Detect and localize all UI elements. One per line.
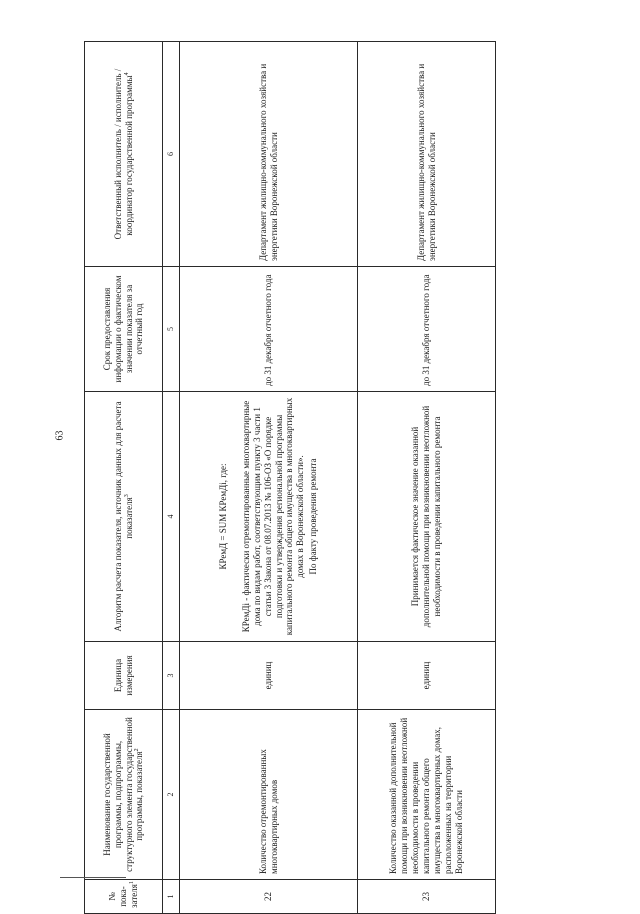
header-responsible: Ответственный исполнитель / исполнитель / координатор государственной программы$^4$ [85,42,163,267]
responsible-executor: Департамент жилищно-коммунального хозяйства и энергетики Воронежской области [358,42,496,267]
header-algorithm: Алгоритм расчета показателя, источник данных для расчета показателя$^3$ [85,392,163,642]
indicator-name: Количество оказанной дополнительной помощи при возникновении неотложной необходимости в проведении капитального ремонта общего имущества в многоквартирных домах, расположенных на территории Воронежской области [358,710,496,880]
header-unit: Единица измерения [85,642,163,710]
column-number: 1 [163,880,180,914]
table-row [358,42,496,914]
unit-of-measure: единиц [180,642,358,710]
column-number: 5 [163,267,180,392]
calculation-algorithm [358,392,496,642]
indicator-table [84,41,496,914]
rotated-table-container [84,42,496,914]
footnote-separator-line [60,877,126,878]
column-number: 2 [163,710,180,880]
column-number: 6 [163,42,180,267]
header-deadline: Срок предоставления информации о фактическом значении показателя за отчетный год [85,267,163,392]
column-number: 3 [163,642,180,710]
header-num: № пока-зателя$^1$ [85,880,163,914]
algorithm-formula: КРемД = SUM КРемДi, где: [217,463,228,570]
column-number: 4 [163,392,180,642]
unit-of-measure: единиц [358,642,496,710]
algorithm-description: КРемДi - фактически отремонтированные многоквартирные дома по видам работ, соответствующим пункту 3 части 1 статьи 3 Закона от 08.07.2013 № 106-ОЗ «О порядке подготовки и утверждения региональной программы капитального ремонта общего имущества в многоквартирных домах в Воронежской области». [240,397,306,636]
calculation-algorithm [180,392,358,642]
algorithm-description: Принимается фактическое значение оказанной дополнительной помощи при возникновении неотложной необходимости в проведении капитального ремонта [410,405,442,628]
column-number-row [163,42,180,914]
algorithm-source: По факту проведения ремонта [308,458,319,575]
header-name: Наименование государственной программы, подпрограммы, структурного элемента государственной программы, показателя$^2$ [85,710,163,880]
row-number: 22 [180,880,358,914]
indicator-name: Количество отремонтированных многоквартирных домов [180,710,358,880]
row-number: 23 [358,880,496,914]
header-row [85,42,163,914]
responsible-executor: Департамент жилищно-коммунального хозяйства и энергетики Воронежской области [180,42,358,267]
reporting-deadline: до 31 декабря отчетного года [180,267,358,392]
reporting-deadline: до 31 декабря отчетного года [358,267,496,392]
table-row [180,42,358,914]
page-number: 63 [54,430,66,441]
